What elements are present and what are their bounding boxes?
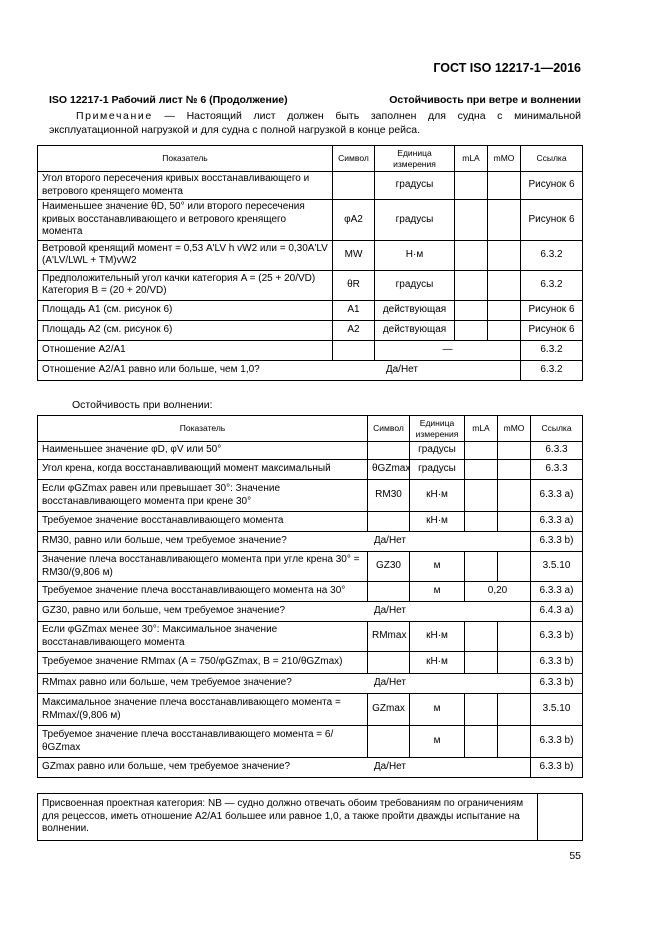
row-ref: 6.4.3 a): [531, 602, 583, 622]
row-symbol: θGZmax: [368, 460, 410, 480]
row-label: Ветровой кренящий момент = 0,53 A'LV h vW2 или = 0,30A'LV (A'LV/LWL + TM)vW2: [38, 240, 333, 270]
document-code: ГОСТ ISO 12217-1—2016: [433, 61, 581, 75]
row-symbol[interactable]: [368, 442, 410, 460]
row-label: Если φGZmax менее 30°: Максимальное значение восстанавливающего момента: [38, 622, 368, 652]
wave-stability-table: [37, 415, 583, 778]
row-mmo-cell[interactable]: [498, 442, 531, 460]
row-ref: Рисунок 6: [521, 300, 583, 320]
row-mmo-cell[interactable]: [498, 694, 531, 726]
table-row: [38, 622, 583, 652]
row-ref: Рисунок 6: [521, 320, 583, 340]
row-mmo-cell[interactable]: [498, 460, 531, 480]
table-row: [38, 270, 583, 300]
row-ref: 6.3.3 b): [531, 758, 583, 778]
row-ref: 6.3.3 b): [531, 532, 583, 552]
row-mmo-cell[interactable]: [498, 652, 531, 674]
col-indicator: Показатель: [38, 146, 333, 172]
table-row: [38, 480, 583, 512]
row-unit: градусы: [375, 200, 455, 241]
worksheet-title: ISO 12217-1 Рабочий лист № 6 (Продолжение): [49, 94, 288, 106]
note-label: Примечание: [76, 110, 153, 122]
row-symbol: θR: [333, 270, 375, 300]
row-mmo-cell[interactable]: [488, 200, 521, 241]
row-ref: 6.3.3 b): [531, 652, 583, 674]
row-unit: действующая: [375, 300, 455, 320]
yesno-question: [38, 360, 521, 380]
yesno-answer[interactable]: Да/Нет: [385, 363, 418, 375]
table-row: [38, 172, 583, 200]
row-ref: 6.3.2: [521, 360, 583, 380]
table-row: [38, 582, 583, 602]
table-row: [38, 200, 583, 241]
yesno-answer[interactable]: Да/Нет: [373, 535, 406, 547]
table-row-yesno: [38, 532, 583, 552]
row-symbol[interactable]: [368, 582, 410, 602]
row-mla-cell[interactable]: [455, 270, 488, 300]
row-symbol: GZ30: [368, 552, 410, 582]
row-mmo-cell[interactable]: [498, 512, 531, 532]
yesno-question: [38, 532, 531, 552]
table-row: [38, 694, 583, 726]
table-row-yesno: [38, 360, 583, 380]
row-symbol[interactable]: [333, 340, 375, 360]
row-unit: м: [410, 582, 465, 602]
table-header-row: [38, 146, 583, 172]
row-unit: кН·м: [410, 622, 465, 652]
yesno-label: RM30, равно или больше, чем требуемое значение?: [42, 535, 287, 547]
row-mmo-cell[interactable]: [488, 172, 521, 200]
row-mmo-cell[interactable]: [488, 240, 521, 270]
row-ref: 6.3.3 b): [531, 622, 583, 652]
col-indicator: Показатель: [38, 416, 368, 442]
table-row: [38, 652, 583, 674]
row-symbol[interactable]: [368, 652, 410, 674]
row-unit: —: [375, 340, 521, 360]
table-row: [38, 552, 583, 582]
col-mmo: mMO: [498, 416, 531, 442]
yesno-answer[interactable]: Да/Нет: [373, 677, 406, 689]
wind-stability-table: [37, 145, 583, 381]
col-mmo: mMO: [488, 146, 521, 172]
row-mmo-cell[interactable]: [498, 726, 531, 758]
table-row: [38, 512, 583, 532]
table-row: [38, 300, 583, 320]
row-mmo-cell[interactable]: [488, 320, 521, 340]
yesno-question: [38, 674, 531, 694]
row-ref: 6.3.2: [521, 240, 583, 270]
table-row: [38, 240, 583, 270]
row-symbol: A2: [333, 320, 375, 340]
table-row-yesno: [38, 674, 583, 694]
row-mmo-cell[interactable]: [498, 622, 531, 652]
row-ref: Рисунок 6: [521, 172, 583, 200]
col-symbol: Символ: [333, 146, 375, 172]
table-row: [38, 726, 583, 758]
assigned-category-text: Присвоенная проектная категория: NB — судно должно отвечать обоим требованиям по ограничениям для рецессов, иметь отношение A2/A1 большее или равное 1,0, а также пройти дважды испытание на волнении.: [38, 794, 538, 841]
row-ref: 6.3.3: [531, 442, 583, 460]
row-mla-cell[interactable]: [455, 200, 488, 241]
row-ref: 6.3.2: [521, 340, 583, 360]
row-symbol[interactable]: [368, 512, 410, 532]
note-paragraph: [49, 110, 581, 137]
row-ref: 3.5.10: [531, 694, 583, 726]
row-ref: 3.5.10: [531, 552, 583, 582]
table-row: [38, 340, 583, 360]
row-mla-cell[interactable]: [465, 622, 498, 652]
row-symbol: A1: [333, 300, 375, 320]
row-label: Площадь A1 (см. рисунок 6): [38, 300, 333, 320]
row-unit: Н·м: [375, 240, 455, 270]
row-unit: градусы: [375, 172, 455, 200]
row-mla-cell[interactable]: [455, 240, 488, 270]
row-label: Угол второго пересечения кривых восстанавливающего и ветрового кренящего момента: [38, 172, 333, 200]
row-label: Требуемое значение восстанавливающего момента: [38, 512, 368, 532]
row-mla-cell[interactable]: [465, 652, 498, 674]
row-symbol: φA2: [333, 200, 375, 241]
row-label: Значение плеча восстанавливающего момента при угле крена 30° = RM30/(9,806 м): [38, 552, 368, 582]
row-ref: 6.3.3: [531, 460, 583, 480]
row-ref: Рисунок 6: [521, 200, 583, 241]
row-mmo-cell[interactable]: [498, 480, 531, 512]
row-unit: кН·м: [410, 480, 465, 512]
col-mla: mLA: [465, 416, 498, 442]
yesno-answer[interactable]: Да/Нет: [373, 761, 406, 773]
row-ref: 6.3.2: [521, 270, 583, 300]
row-mla-cell[interactable]: [465, 460, 498, 480]
row-symbol[interactable]: [333, 172, 375, 200]
yesno-label: GZ30, равно или больше, чем требуемое значение?: [42, 605, 286, 617]
row-label: Наименьшее значение θD, 50° или второго пересечения кривых восстанавливающего и ветрового кренящего момента: [38, 200, 333, 241]
assigned-category-box: [37, 793, 583, 841]
waves-section-title: Остойчивость при волнении:: [72, 399, 213, 411]
row-mla-cell[interactable]: [455, 320, 488, 340]
yesno-label: RMmax равно или больше, чем требуемое значение?: [42, 677, 292, 689]
row-mmo-cell[interactable]: [488, 270, 521, 300]
row-label: Требуемое значение плеча восстанавливающего момента на 30°: [38, 582, 368, 602]
row-symbol: RMmax: [368, 622, 410, 652]
assigned-category-row: [38, 794, 583, 841]
row-label: Площадь A2 (см. рисунок 6): [38, 320, 333, 340]
table-row-yesno: [38, 758, 583, 778]
row-label: Предположительный угол качки категория A = (25 + 20/VD) Категория B = (20 + 20/VD): [38, 270, 333, 300]
row-mmo-cell[interactable]: [488, 300, 521, 320]
col-mla: mLA: [455, 146, 488, 172]
table-row: [38, 460, 583, 480]
row-symbol: MW: [333, 240, 375, 270]
row-mla-cell[interactable]: [455, 172, 488, 200]
row-unit: действующая: [375, 320, 455, 340]
row-label: Максимальное значение плеча восстанавливающего момента = RMmax/(9,806 м): [38, 694, 368, 726]
row-unit: кН·м: [410, 652, 465, 674]
table-header-row: [38, 416, 583, 442]
row-required-value: 0,20: [465, 582, 531, 602]
yesno-label: GZmax равно или больше, чем требуемое значение?: [42, 761, 291, 773]
note-text: — Настоящий лист должен быть заполнен для судна с минимальной эксплуатационной нагрузкой и для судна с полной нагрузкой в конце рейса.: [49, 110, 581, 136]
table-row-yesno: [38, 602, 583, 622]
row-label: Наименьшее значение φD, φV или 50°: [38, 442, 368, 460]
row-ref: 6.3.3 a): [531, 480, 583, 512]
row-unit: градусы: [375, 270, 455, 300]
yesno-question: [38, 758, 531, 778]
row-symbol: GZmax: [368, 694, 410, 726]
row-symbol: RM30: [368, 480, 410, 512]
row-mla-cell[interactable]: [465, 552, 498, 582]
row-ref: 6.3.3 a): [531, 582, 583, 602]
col-unit: Единица измерения: [375, 146, 455, 172]
col-ref: Ссылка: [531, 416, 583, 442]
row-symbol[interactable]: [368, 726, 410, 758]
col-unit: Единица измерения: [410, 416, 465, 442]
row-unit: градусы: [410, 460, 465, 480]
table-row: [38, 442, 583, 460]
row-unit: м: [410, 694, 465, 726]
table-row: [38, 320, 583, 340]
row-mla-cell[interactable]: [455, 300, 488, 320]
row-label: Угол крена, когда восстанавливающий момент максимальный: [38, 460, 368, 480]
row-mla-cell[interactable]: [465, 480, 498, 512]
yesno-label: Отношение A2/A1 равно или больше, чем 1,0?: [42, 363, 260, 375]
row-mla-cell[interactable]: [465, 442, 498, 460]
row-unit: градусы: [410, 442, 465, 460]
row-mla-cell[interactable]: [465, 726, 498, 758]
assigned-category-value[interactable]: [538, 794, 583, 841]
row-label: Требуемое значение RMmax (A = 750/φGZmax, B = 210/θGZmax): [38, 652, 368, 674]
row-label: Требуемое значение плеча восстанавливающего момента = 6/θGZmax: [38, 726, 368, 758]
page-number: 55: [569, 850, 581, 862]
col-ref: Ссылка: [521, 146, 583, 172]
row-unit: м: [410, 552, 465, 582]
row-ref: 6.3.3 b): [531, 674, 583, 694]
row-ref: 6.3.3 a): [531, 512, 583, 532]
row-ref: 6.3.3 b): [531, 726, 583, 758]
row-mmo-cell[interactable]: [498, 552, 531, 582]
row-unit: м: [410, 726, 465, 758]
row-unit: кН·м: [410, 512, 465, 532]
section-title: Остойчивость при ветре и волнении: [389, 94, 581, 106]
row-mla-cell[interactable]: [465, 694, 498, 726]
col-symbol: Символ: [368, 416, 410, 442]
row-label: Отношение A2/A1: [38, 340, 333, 360]
yesno-question: [38, 602, 531, 622]
row-mla-cell[interactable]: [465, 512, 498, 532]
yesno-answer[interactable]: Да/Нет: [373, 605, 406, 617]
row-label: Если φGZmax равен или превышает 30°: Значение восстанавливающего момента при крене 30°: [38, 480, 368, 512]
